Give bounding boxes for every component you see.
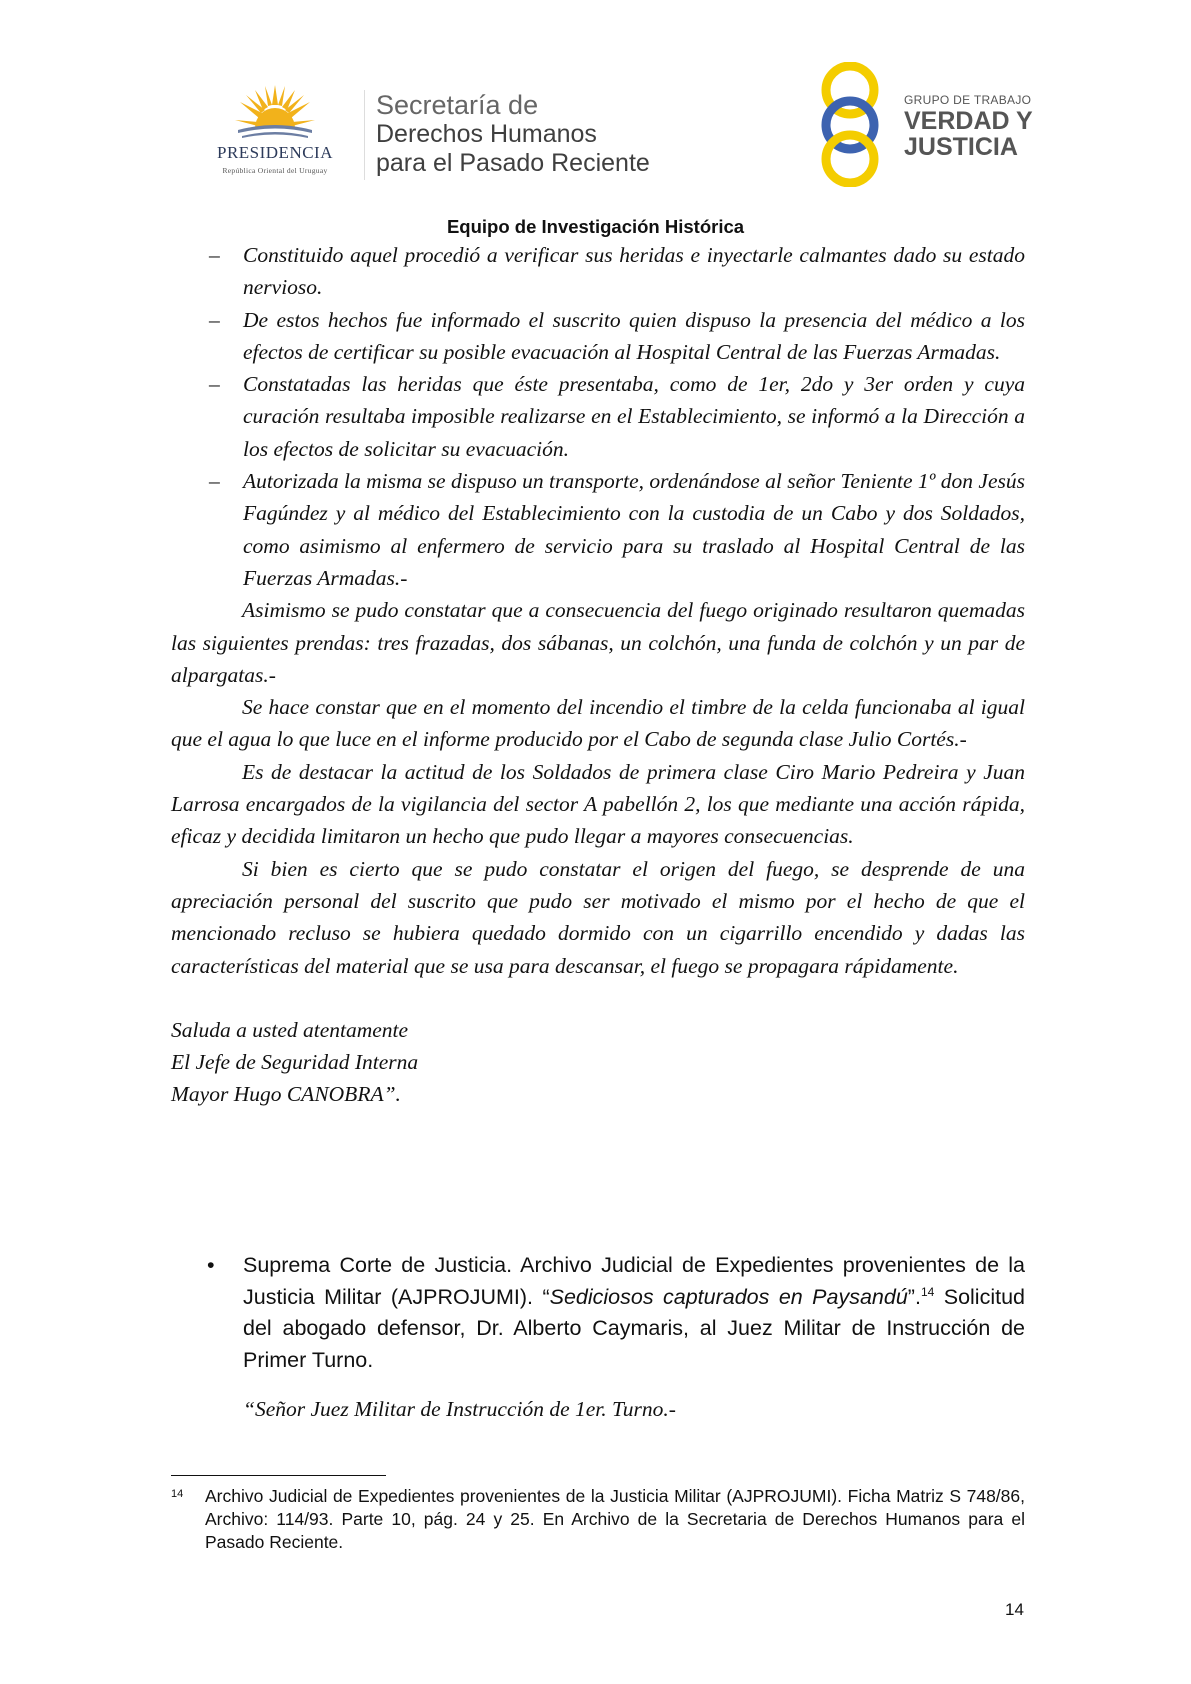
closing-line: El Jefe de Seguridad Interna bbox=[171, 1050, 419, 1075]
dash-list-item bbox=[171, 465, 1025, 594]
dash-item-text: Constituido aquel procedió a verificar sus heridas e inyectarle calmantes dado su estado nervioso. bbox=[243, 243, 1025, 300]
footnote-reference[interactable]: 14 bbox=[920, 1284, 935, 1299]
dash-item-text: Autorizada la misma se dispuso un transporte, ordenándose al señor Teniente 1º don Jesús Fagúndez y al médico del Establecimiento con la custodia de un Cabo y dos Soldados, como asimismo al enfermero de servicio para su traslado al Hospital Central de las Fuerzas Armadas.- bbox=[243, 469, 1025, 590]
dash-list-item bbox=[171, 304, 1025, 369]
closing-line: Saluda a usted atentamente bbox=[171, 1017, 409, 1042]
closing-line: Mayor Hugo CANOBRA”. bbox=[171, 1082, 401, 1107]
body-paragraph: Se hace constar que en el momento del incendio el timbre de la celda funcionaba al igual que el agua lo que luce en el informe producido por el Cabo de segunda clase Julio Cortés.- bbox=[171, 695, 1025, 752]
dash-item-text: De estos hechos fue informado el suscrito quien dispuso la presencia del médico a los efectos de certificar su posible evacuación al Hospital Central de las Fuerzas Armadas. bbox=[243, 307, 1025, 364]
grupo-trabajo-line2: VERDAD Y bbox=[904, 107, 1033, 135]
dash-bullet: – bbox=[209, 469, 220, 494]
footnote-text: Archivo Judicial de Expedientes provenientes de la Justicia Militar (AJPROJUMI). Ficha Matriz S 748/86, Archivo: 114/93. Parte 10, pág. 24 y 25. En Archivo de la Secretaria de Derechos Humanos para el Pasado Reciente. bbox=[205, 1486, 1025, 1552]
footnote bbox=[171, 1485, 1025, 1554]
secretaria-line2: Derechos Humanos bbox=[376, 120, 597, 148]
header-divider bbox=[364, 90, 365, 180]
dash-list-item bbox=[171, 239, 1025, 304]
secretaria-line1: Secretaría de bbox=[376, 90, 539, 120]
grupo-trabajo-line3: JUSTICIA bbox=[904, 133, 1018, 161]
quote-line: “Señor Juez Militar de Instrucción de 1er. Turno.- bbox=[243, 1397, 676, 1421]
presidencia-logo bbox=[195, 80, 355, 180]
footnote-number: 14 bbox=[171, 1488, 184, 1500]
bullet-dot: • bbox=[207, 1253, 215, 1277]
source-bullet bbox=[207, 1250, 1025, 1376]
dash-bullet: – bbox=[209, 307, 220, 332]
dash-list-item bbox=[171, 368, 1025, 465]
sun-emblem-icon bbox=[230, 80, 320, 140]
body-paragraph: Si bien es cierto que se pudo constatar el origen del fuego, se desprende de una apreciación personal del suscrito que pudo ser motivado el mismo por el hecho de que el mencionado recluso se hubiera quedado dormido con un cigarrillo encendido y dadas las características del material que se usa para descansar, el fuego se propagara rápidamente. bbox=[171, 856, 1025, 978]
dash-bullet: – bbox=[209, 372, 220, 397]
grupo-trabajo-line1: GRUPO DE TRABAJO bbox=[904, 93, 1032, 107]
team-title: Equipo de Investigación Histórica bbox=[446, 216, 745, 237]
grupo-trabajo-logo bbox=[810, 62, 1040, 187]
source-title: Sediciosos capturados en Paysandú bbox=[549, 1284, 908, 1309]
page-number: 14 bbox=[1005, 1600, 1024, 1619]
secretaria-logo-text bbox=[376, 90, 650, 178]
source-bullet-text bbox=[207, 1250, 1025, 1376]
page-header bbox=[0, 0, 1191, 210]
dash-item-text: Constatadas las heridas que éste presentaba, como de 1er, 2do y 3er orden y cuya curación resultaba imposible realizarse en el Establecimiento, se informó a la Dirección a los efectos de solicitar su evacuación. bbox=[243, 372, 1025, 461]
document-body bbox=[171, 239, 1025, 1111]
presidencia-name: PRESIDENCIA bbox=[216, 143, 333, 162]
presidencia-subtitle: República Oriental del Uruguay bbox=[222, 166, 328, 175]
body-paragraph: Es de destacar la actitud de los Soldados de primera clase Ciro Mario Pedreira y Juan Larrosa encargados de la vigilancia del sector A pabellón 2, los que mediante una acción rápida, eficaz y decidida limitaron un hecho que pudo llegar a mayores consecuencias. bbox=[171, 759, 1025, 849]
source-text-part2: ”. bbox=[907, 1284, 921, 1309]
body-paragraph: Asimismo se pudo constatar que a consecuencia del fuego originado resultaron quemadas las siguientes prendas: tres frazadas, dos sábanas, un colchón, una funda de colchón y un par de alpargatas.- bbox=[171, 598, 1025, 687]
source-text-part1: Suprema Corte de Justicia. Archivo Judicial de Expedientes provenientes de la Justicia Militar (AJPROJUMI). “ bbox=[243, 1253, 1025, 1309]
closing-signature bbox=[171, 1014, 1025, 1111]
footnote-separator bbox=[171, 1475, 386, 1476]
linked-rings-icon bbox=[810, 62, 890, 187]
dash-bullet: – bbox=[209, 243, 220, 267]
source-text-part3: Solicitud del abogado defensor, Dr. Alberto Caymaris, al Juez Militar de Instrucción de Primer Turno. bbox=[243, 1284, 1025, 1372]
secretaria-line3: para el Pasado Reciente bbox=[376, 149, 650, 177]
